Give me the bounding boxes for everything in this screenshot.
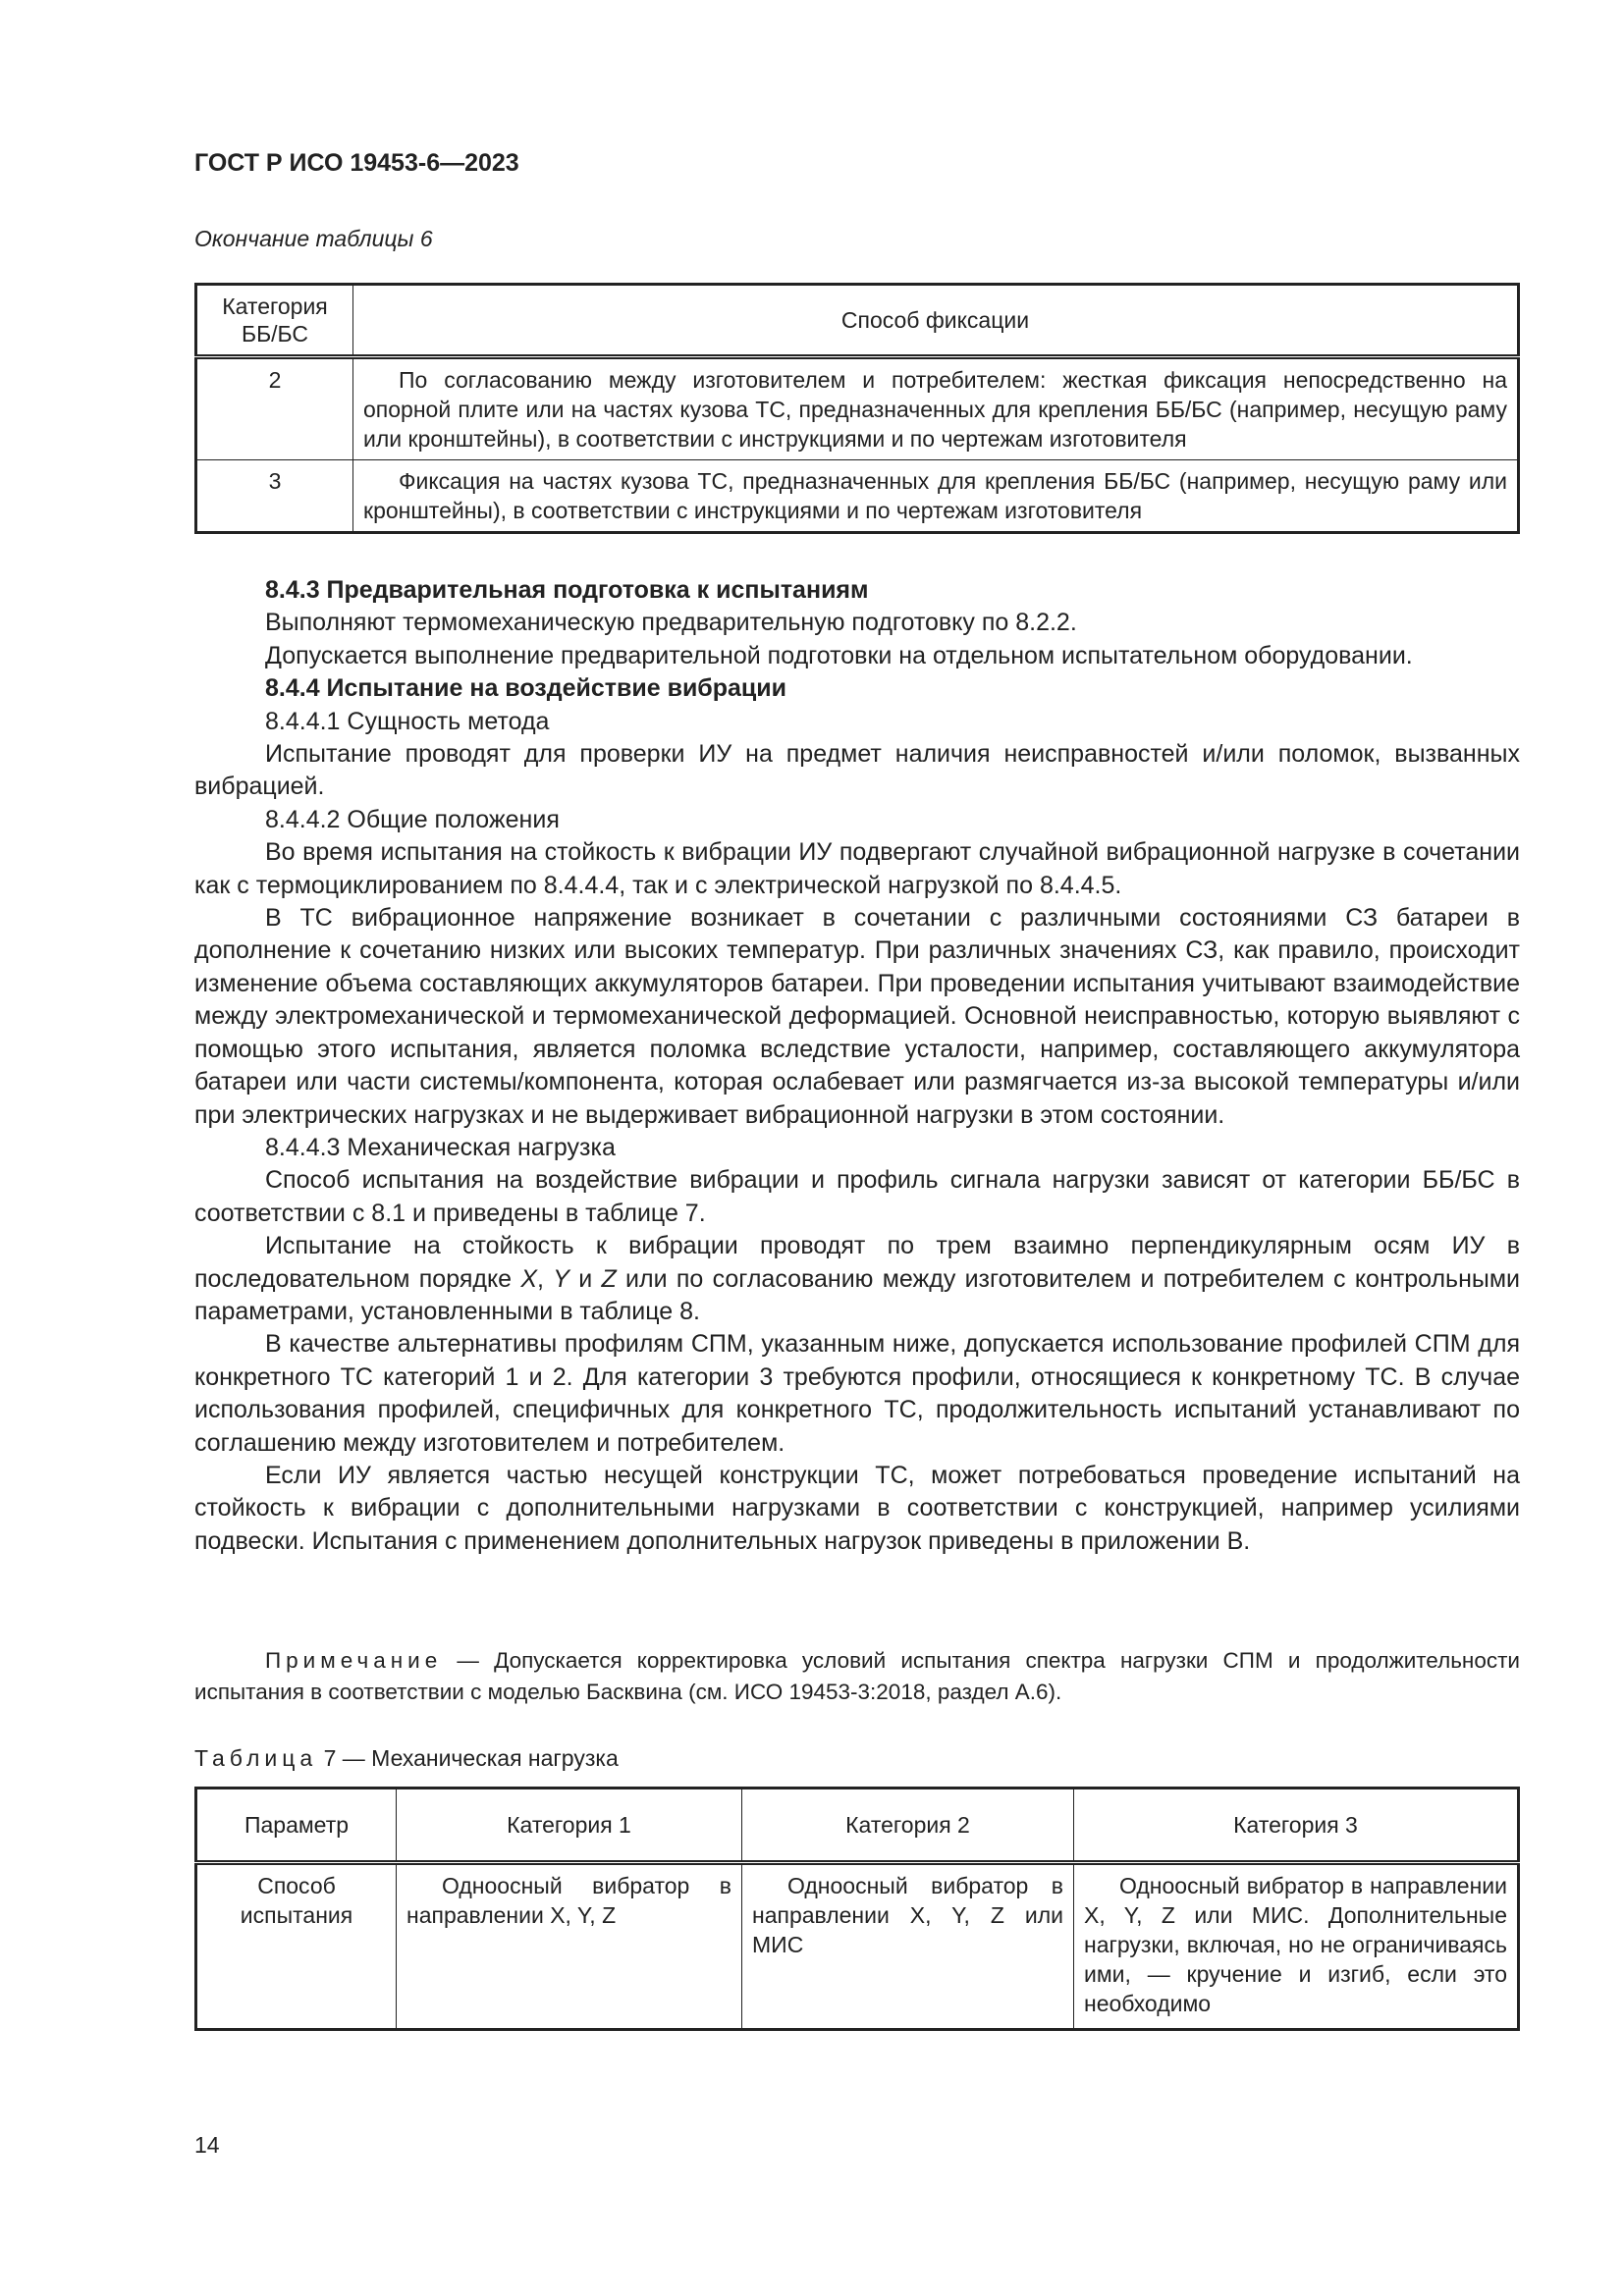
column-header: Категория 3 [1074,1789,1519,1863]
table-row [196,1863,1519,2030]
table-7 [194,1787,1520,2031]
category-cell: 3 [196,460,353,533]
table-header-row [196,1789,1519,1863]
note-label: Примечание [265,1648,443,1673]
paragraph: Испытание проводят для проверки ИУ на предмет наличия неисправностей и/или поломок, вызванных вибрацией. [194,740,1520,801]
section-heading-8-4-4: 8.4.4 Испытание на воздействие вибрации [265,674,787,703]
column-header: Категория ББ/БС [196,285,353,357]
paragraph: Допускается выполнение предварительной подготовки на отдельном испытательном оборудовании. [265,641,1413,669]
subsection-heading: 8.4.4.1 Сущность метода [265,707,550,735]
column-header: Параметр [196,1789,397,1863]
category-3-cell: Одноосный вибратор в направлении X, Y, Z или МИС. Дополнительные нагрузки, включая, но не ограничиваясь ими, — кручение и изгиб, если это необходимо [1074,1863,1519,2030]
table-header-row [196,285,1519,357]
page-number: 14 [194,2132,220,2158]
column-header: Категория 1 [397,1789,742,1863]
column-header: Категория 2 [742,1789,1074,1863]
table-7-caption [194,1745,619,1772]
paragraph: В качестве альтернативы профилям СПМ, указанным ниже, допускается использование профилей СПМ для конкретного ТС категорий 1 и 2. Для категории 3 требуются профили, относящиеся к конкретному ТС. В случае использования профилей, специфичных для конкретного ТС, продолжительность испытаний устанавливают по соглашению между изготовителем и потребителем. [194,1330,1520,1457]
paragraph: Выполняют термомеханическую предварительную подготовку по 8.2.2. [265,609,1077,637]
body-text [194,574,1520,1558]
caption-label: Таблица [194,1745,318,1771]
category-1-cell: Одноосный вибратор в направлении X, Y, Z [397,1863,742,2030]
axis-z: Z [601,1264,617,1293]
parameter-cell: Способ испытания [196,1863,397,2030]
paragraph: Испытание на стойкость к вибрации проводят по трем взаимно перпендикулярным осям ИУ в последовательном порядке X, Y и Z или по согласованию между изготовителем и потребителем с контрольными параметрами, установленными в таблице 8. [194,1232,1521,1325]
note [194,1645,1520,1708]
subsection-heading: 8.4.4.2 Общие положения [265,805,560,833]
text: или по согласованию между изготовителем и потребителем с контрольными параметрами, установленными в таблице 8. [194,1264,1521,1325]
paragraph: Во время испытания на стойкость к вибрации ИУ подвергают случайной вибрационной нагрузке в сочетании как с термоциклированием по 8.4.4.4, так и с электрической нагрузкой по 8.4.4.5. [194,838,1520,899]
table-6 [194,283,1520,534]
table-6-continuation-caption: Окончание таблицы 6 [194,226,433,251]
axis-x: X [520,1264,538,1293]
method-cell: По согласованию между изготовителем и потребителем: жесткая фиксация непосредственно на опорной плите или на частях кузова ТС, предназначенных для крепления ББ/БС (например, несущую раму или кронштейны), в соответствии с инструкциями и по чертежам изготовителя [353,357,1519,460]
caption-text: 7 — Механическая нагрузка [317,1745,619,1771]
subsection-heading: 8.4.4.3 Механическая нагрузка [265,1133,616,1161]
column-header: Способ фиксации [353,285,1519,357]
note-text: — Допускается корректировка условий испытания спектра нагрузки СПМ и продолжительности испытания в соответствии с моделью Басквина (см. ИСО 19453-3:2018, раздел А.6). [194,1648,1520,1704]
axis-y: Y [553,1264,569,1293]
section-heading-8-4-3: 8.4.3 Предварительная подготовка к испытаниям [265,576,869,604]
paragraph: Способ испытания на воздействие вибрации и профиль сигнала нагрузки зависят от категории ББ/БС в соответствии с 8.1 и приведены в таблице 7. [194,1166,1520,1227]
text: Испытание на стойкость к вибрации проводят по трем взаимно перпендикулярным осям ИУ в последовательном порядке [194,1232,1520,1293]
document-header: ГОСТ Р ИСО 19453-6—2023 [194,149,519,177]
method-cell: Фиксация на частях кузова ТС, предназначенных для крепления ББ/БС (например, несущую раму или кронштейны), в соответствии с инструкциями и по чертежам изготовителя [353,460,1519,533]
paragraph: Если ИУ является частью несущей конструкции ТС, может потребоваться проведение испытаний на стойкость к вибрации с дополнительными нагрузками в соответствии с конструкцией, например усилиями подвески. Испытания с применением дополнительных нагрузок приведены в приложении В. [194,1461,1520,1555]
table-row [196,460,1519,533]
category-cell: 2 [196,357,353,460]
paragraph: В ТС вибрационное напряжение возникает в сочетании с различными состояниями СЗ батареи в дополнение к сочетанию низких или высоких температур. При различных значениях СЗ, как правило, происходит изменение объема составляющих аккумуляторов батареи. При проведении испытания учитывают взаимодействие между электромеханической и термомеханической деформацией. Основной неисправностью, которую выявляют с помощью этого испытания, является поломка вследствие усталости, например, составляющего аккумулятора батареи или части системы/компонента, которая ослабевает или размягчается из-за высокой температуры и/или при электрических нагрузках и не выдерживает вибрационной нагрузки в этом состоянии. [194,904,1520,1129]
table-row [196,357,1519,460]
category-2-cell: Одноосный вибратор в направлении X, Y, Z или МИС [742,1863,1074,2030]
